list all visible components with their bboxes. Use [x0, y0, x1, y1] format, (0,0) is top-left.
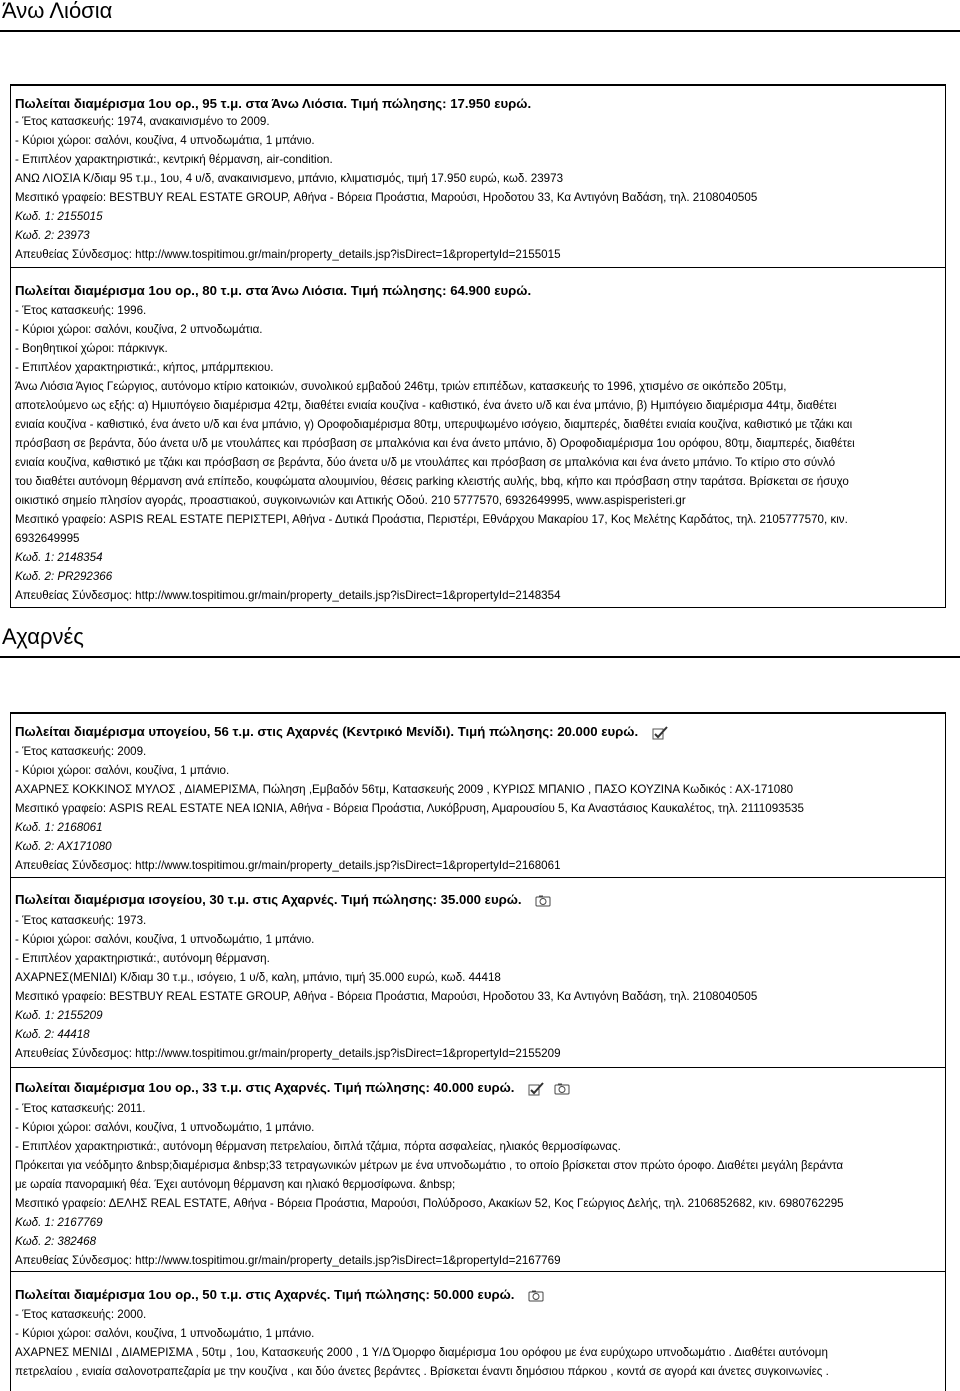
listing-card [10, 712, 946, 878]
listing-line: - Έτος κατασκευής: 1996. [15, 304, 147, 317]
listing-line: - Έτος κατασκευής: 1974, ανακαινισμένο το 2009. [15, 115, 270, 128]
listing-line: του διαθέτει αυτόνομη θέρμανση ανά επίπεδο, κουφώματα αλουμινίου, θέσεις parking κλειστής αυλής, bbq, κήπο και πρόσβαση στην ταράτσα. Βρίσκεται σε ήσυχο [15, 475, 849, 488]
listing-line: - Κύριοι χώροι: σαλόνι, κουζίνα, 1 υπνοδωμάτιο, 1 μπάνιο. [15, 933, 315, 946]
listing-code1: Κωδ. 1: 2148354 [15, 551, 103, 564]
listing-heading [15, 1287, 941, 1303]
listing-line: ΑΧΑΡΝΕΣ ΜΕΝΙΔΙ , ΔΙΑΜΕΡΙΣΜΑ , 50τμ , 1ου, Κατασκευής 2000 , 1 Υ/Δ Όμορφο διαμέρισμα 1ου ορόφου με ένα ευρύχωρο υπνοδωμάτιο . Διαθέτει αυτόνομη [15, 1346, 828, 1359]
listing-code1: Κωδ. 1: 2155209 [15, 1009, 103, 1022]
listing-line: ενιαία κουζίνα - καθιστικό, ένα άνετο υ/δ και ένα μπάνιο, γ) Οροφοδιαμέρισμα 80τμ, υπερυψωμένο ισόγειο, διαμπερές, διαθέτει ενιαία κουζίνα, καθιστικό με τζάκι και [15, 418, 853, 431]
listing-heading: Πωλείται διαμέρισμα 1ου ορ., 80 τ.μ. στα Άνω Λιόσια. Τιμή πώλησης: 64.900 ευρώ. [15, 283, 532, 298]
listing-line: ενιαία κουζίνα, καθιστικό με τζάκι και πρόσβαση σε βεράντα, δύο άνετα υ/δ με ντουλάπες και πρόσβαση σε μπαλκόνια και ένα άνετο μπάνιο. Το κτίριο στο σύνλό [15, 456, 836, 469]
listing-code2: Κωδ. 2: 44418 [15, 1028, 90, 1041]
listing-direct-link[interactable]: Απευθείας Σύνδεσμος: http://www.tospitimou.gr/main/property_details.jsp?isDirect=1&propertyId=2155015 [15, 248, 561, 261]
region-divider [0, 656, 960, 658]
region-title: Αχαρνές [2, 624, 84, 649]
region-title: Άνω Λιόσια [2, 0, 113, 23]
listing-line: Μεσιτικό γραφείο: BESTBUY REAL ESTATE GROUP, Αθήνα - Βόρεια Προάστια, Μαρούσι, Ηροδοτου 33, Κα Αντιγόνη Βαδάση, τηλ. 2108040505 [15, 990, 758, 1003]
listing-code2: Κωδ. 2: PR292366 [15, 570, 113, 583]
listing-line: - Κύριοι χώροι: σαλόνι, κουζίνα, 4 υπνοδωμάτια, 1 μπάνιο. [15, 134, 315, 147]
listing-line: - Έτος κατασκευής: 2000. [15, 1308, 147, 1321]
listing-heading-text: Πωλείται διαμέρισμα 1ου ορ., 50 τ.μ. στις Αχαρνές. Τιμή πώλησης: 50.000 ευρώ. [15, 1287, 515, 1302]
listing-heading [15, 1080, 941, 1096]
listing-code1: Κωδ. 1: 2167769 [15, 1216, 103, 1229]
listing-direct-link[interactable]: Απευθείας Σύνδεσμος: http://www.tospitimou.gr/main/property_details.jsp?isDirect=1&propertyId=2167769 [15, 1254, 561, 1267]
listing-heading-text: Πωλείται διαμέρισμα υπογείου, 56 τ.μ. στις Αχαρνές (Κεντρικό Μενίδι). Τιμή πώλησης: 20.000 ευρώ. [15, 724, 639, 739]
listing-heading-text: Πωλείται διαμέρισμα ισογείου, 30 τ.μ. στις Αχαρνές. Τιμή πώλησης: 35.000 ευρώ. [15, 892, 522, 907]
listing-card [10, 84, 946, 268]
listing-card [10, 878, 946, 1068]
listing-line: - Επιπλέον χαρακτηριστικά:, κήπος, μπάρμπεκιου. [15, 361, 274, 374]
listing-line: 6932649995 [15, 532, 80, 545]
listing-direct-link[interactable]: Απευθείας Σύνδεσμος: http://www.tospitimou.gr/main/property_details.jsp?isDirect=1&propertyId=2148354 [15, 589, 561, 602]
listing-heading [15, 892, 941, 908]
listing-line: - Έτος κατασκευής: 2011. [15, 1102, 146, 1115]
camera-icon [528, 1290, 544, 1302]
listing-card [10, 1068, 946, 1272]
listing-line: Άνω Λιόσια Άγιος Γεώργιος, αυτόνομο κτίριο κατοικιών, συνολικού εμβαδού 246τμ, τριών επιπέδων, κατασκευής το 1996, χτισμένο σε οικόπεδο 205τμ, [15, 380, 787, 393]
listing-line: ΑΝΩ ΛΙΟΣΙΑ Κ/διαμ 95 τ.μ., 1ου, 4 υ/δ, ανακαινισμενο, μπάνιο, κλιματισμός, τιμή 17.950 ευρώ, κωδ. 23973 [15, 172, 564, 185]
listing-code2: Κωδ. 2: AX171080 [15, 840, 112, 853]
listing-line: Μεσιτικό γραφείο: ASPIS REAL ESTATE ΝΕΑ ΙΩΝΙΑ, Αθήνα - Βόρεια Προάστια, Λυκόβρυση, Αμαρουσίου 5, Κα Αναστάσιος Καυκαλέτος, τηλ. 2111093535 [15, 802, 804, 815]
listing-heading [15, 724, 941, 740]
listing-heading: Πωλείται διαμέρισμα 1ου ορ., 95 τ.μ. στα Άνω Λιόσια. Τιμή πώλησης: 17.950 ευρώ. [15, 96, 532, 111]
listing-direct-link[interactable]: Απευθείας Σύνδεσμος: http://www.tospitimou.gr/main/property_details.jsp?isDirect=1&propertyId=2168061 [15, 859, 561, 872]
listing-code2: Κωδ. 2: 382468 [15, 1235, 97, 1248]
listing-direct-link[interactable]: Απευθείας Σύνδεσμος: http://www.tospitimou.gr/main/property_details.jsp?isDirect=1&propertyId=2155209 [15, 1047, 561, 1060]
listing-card [10, 1272, 946, 1391]
listing-line: - Επιπλέον χαρακτηριστικά:, κεντρική θέρμανση, air-condition. [15, 153, 333, 166]
listing-card [10, 268, 946, 608]
listing-line: - Έτος κατασκευής: 2009. [15, 745, 147, 758]
listing-line: πετρελαίου , ενιαία σαλονοτραπεζαρία με την κουζίνα , και δύο άνετες βεράντες . Βρίσκεται έναντι δημόσιου πάρκου , κοντά σε αγορά και άνετες συγκοινωνίες . [15, 1365, 829, 1378]
listing-code1: Κωδ. 1: 2155015 [15, 210, 103, 223]
listing-line: - Βοηθητικοί χώροι: πάρκινγκ. [15, 342, 168, 355]
checkbox-icon [528, 1082, 544, 1096]
listing-line: - Κύριοι χώροι: σαλόνι, κουζίνα, 1 υπνοδωμάτιο, 1 μπάνιο. [15, 1121, 315, 1134]
listing-line: Μεσιτικό γραφείο: ΔΕΛΗΣ REAL ESTATE, Αθήνα - Βόρεια Προάστια, Μαρούσι, Πολύδροσο, Ακακίων 52, Κος Γεώργιος Δελής, τηλ. 2106852682, κιν. 6980762295 [15, 1197, 844, 1210]
listing-code1: Κωδ. 1: 2168061 [15, 821, 103, 834]
camera-icon [535, 895, 551, 907]
listing-line: ΑΧΑΡΝΕΣ ΚΟΚΚΙΝΟΣ ΜΥΛΟΣ , ΔΙΑΜΕΡΙΣΜΑ, Πώληση ,Εμβαδόν 56τμ, Κατασκευής 2009 , ΚΥΡΙΩΣ ΜΠΑΝΙΟ , ΠΑΣΟ ΚΟΥΖΙΝΑ Κωδικός : ΑΧ-171080 [15, 783, 794, 796]
listing-line: Πρόκειται για νεόδμητο &nbsp;διαμέρισμα &nbsp;33 τετραγωνικών μέτρων με ένα υπνοδωμάτιο , το οποίο βρίσκεται στον πρώτο όροφο. Διαθέτει μεγάλη βεράντα [15, 1159, 844, 1172]
listing-heading-text: Πωλείται διαμέρισμα 1ου ορ., 33 τ.μ. στις Αχαρνές. Τιμή πώλησης: 40.000 ευρώ. [15, 1080, 515, 1095]
listing-line: ΑΧΑΡΝΕΣ(ΜΕΝΙΔΙ) Κ/διαμ 30 τ.μ., ισόγειο, 1 υ/δ, καλη, μπάνιο, τιμή 35.000 ευρώ, κωδ. 44418 [15, 971, 501, 984]
listing-line: αποτελούμενο ως εξής: α) Ημιυπόγειο διαμέρισμα 42τμ, διαθέτει ενιαία κουζίνα - καθιστικό, ένα άνετο υ/δ και ένα μπάνιο, β) Ημιπόγειο διαμέρισμα 44τμ, διαθέτει [15, 399, 837, 412]
listing-line: - Έτος κατασκευής: 1973. [15, 914, 147, 927]
listing-line: - Κύριοι χώροι: σαλόνι, κουζίνα, 1 μπάνιο. [15, 764, 230, 777]
listing-line: οικιστικό σημείο πλησίον αγοράς, προαστιακού, συγκοινωνιών και Αττικής Οδού. 210 5777570, 6932649995, www.aspisperisteri.gr [15, 494, 686, 507]
listing-line: Μεσιτικό γραφείο: BESTBUY REAL ESTATE GROUP, Αθήνα - Βόρεια Προάστια, Μαρούσι, Ηροδοτου 33, Κα Αντιγόνη Βαδάση, τηλ. 2108040505 [15, 191, 758, 204]
region-divider [0, 30, 960, 32]
listing-line: - Κύριοι χώροι: σαλόνι, κουζίνα, 1 υπνοδωμάτιο, 1 μπάνιο. [15, 1327, 315, 1340]
checkbox-icon [652, 726, 668, 740]
listing-line: πρόσβαση σε βεράντα, δύο άνετα υ/δ με ντουλάπες και πρόσβαση σε μπαλκόνια και ένα άνετο μπάνιο, δ) Οροφοδιαμέρισμα 1ου ορόφου, 80τμ, διαμπερές, διαθέτει [15, 437, 855, 450]
listing-line: - Επιπλέον χαρακτηριστικά:, αυτόνομη θέρμανση πετρελαίου, διπλά τζάμια, πόρτα ασφαλείας, ηλιακός θερμοσίφωνας. [15, 1140, 621, 1153]
listing-line: με ωραία πανοραμική θέα. Έχει αυτόνομη θέρμανση και ηλιακό θερμοσίφωνα. &nbsp; [15, 1178, 456, 1191]
listing-line: - Επιπλέον χαρακτηριστικά:, αυτόνομη θέρμανση. [15, 952, 270, 965]
camera-icon [554, 1083, 570, 1095]
listing-code2: Κωδ. 2: 23973 [15, 229, 90, 242]
listing-line: - Κύριοι χώροι: σαλόνι, κουζίνα, 2 υπνοδωμάτια. [15, 323, 263, 336]
listing-line: Μεσιτικό γραφείο: ASPIS REAL ESTATE ΠΕΡΙΣΤΕΡΙ, Αθήνα - Δυτικά Προάστια, Περιστέρι, Εθνάρχου Μακαρίου 17, Κος Μελέτης Καρδάτος, τηλ. 2105777570, κιν. [15, 513, 848, 526]
